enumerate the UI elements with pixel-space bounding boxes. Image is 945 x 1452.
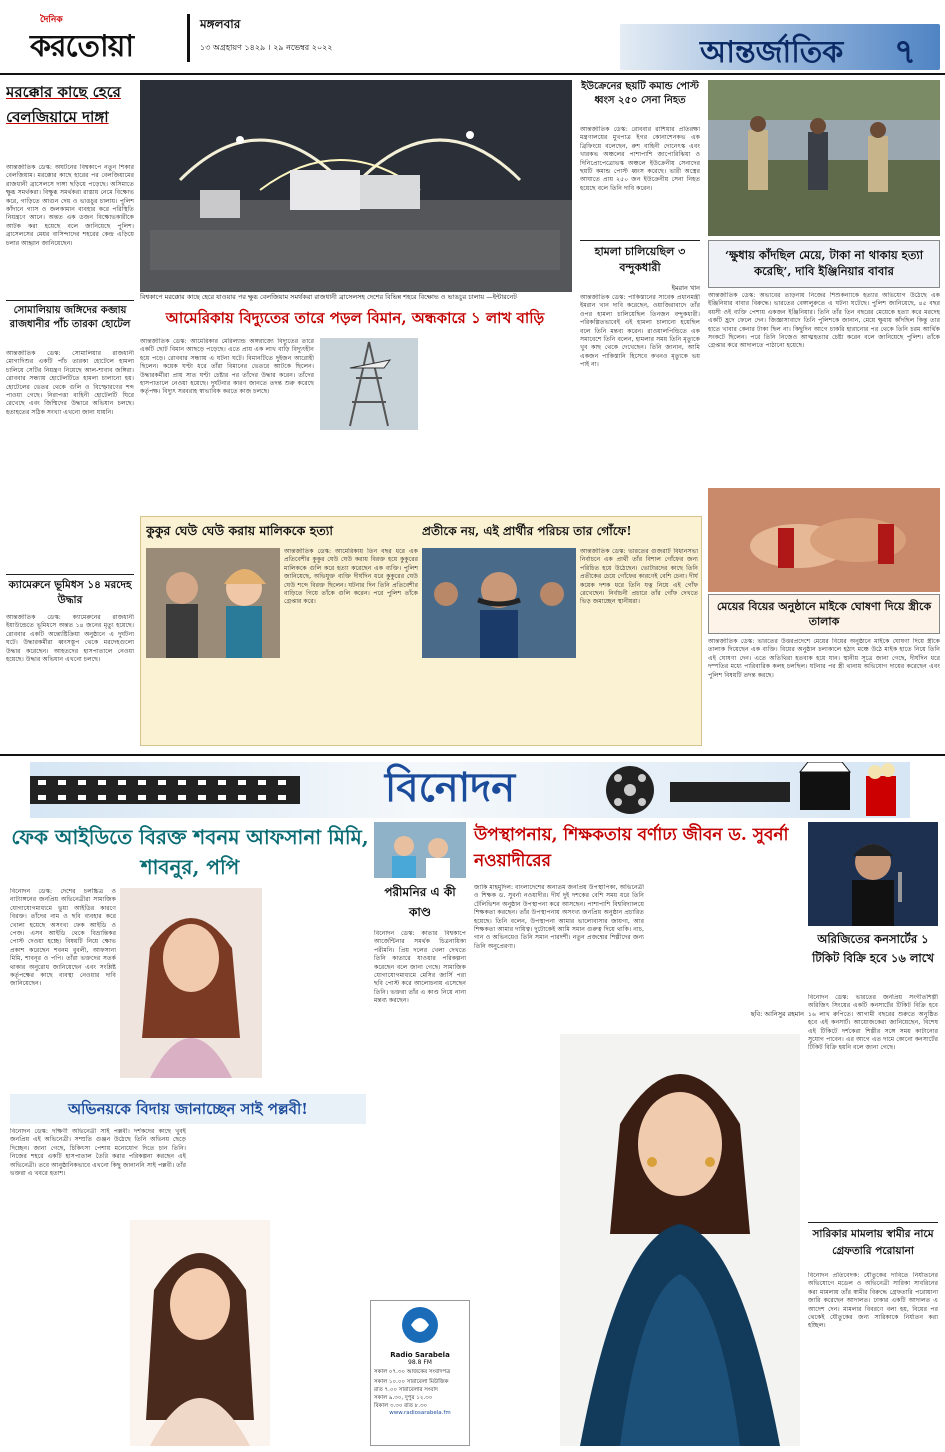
lake-scene-illustration bbox=[708, 80, 940, 236]
divider bbox=[6, 574, 134, 575]
portrait-illustration bbox=[374, 822, 466, 878]
porimoni-body: বিনোদন ডেস্ক: কাতার বিশ্বকাপে আর্জেন্টিনার সমর্থক চিত্রনায়িকা পরীমনি। প্রিয় দলের খেলা দেখতে তিনি কাতারে যাওয়ার পরিকল্পনা করেছেন বলে জানা গেছে। সামাজিক যোগাযোগমাধ্যমে মেসির জার্সি পরা ছবি পোস্ট করে আলোচনায় এসেছেন তিনি। ভক্তরা তাঁর এ কাণ্ড নিয়ে নানা মন্তব্য করছেন। bbox=[374, 930, 466, 1005]
subarna-portrait-photo bbox=[560, 1034, 800, 1446]
radio-schedule-5: বিকাল ৩.৩০ রাত ৮.৩০ bbox=[374, 1403, 428, 1409]
masthead-rule bbox=[0, 73, 945, 75]
moustache-body-continued bbox=[422, 660, 698, 742]
sai-body-column-2 bbox=[190, 1128, 366, 1216]
hamla-headline-box bbox=[580, 244, 700, 282]
arijit-body: বিনোদন ডেস্ক: ভারতের জনপ্রিয় সংগীতশিল্পী অরিজিৎ সিংয়ের একটি কনসার্টের টিকিট বিক্রি হবে ১৬ লাখ রুপিতে। আগামী বছরের শুরুতে অনুষ্ঠিত হবে এই কনসার্ট। আয়োজকেরা জানিয়েছেন, বিশেষ এই টিকিটে দর্শকেরা শিল্পীর সঙ্গে সময় কাটানোর সুযোগ পাবেন। এর আগে এত দামে কোনো কনসার্টের টিকিট বিক্রি হয়নি বলে জানা গেছে। bbox=[808, 994, 938, 1052]
radio-schedule-4: সকাল ৯.৩০, দুপুর ১২.৩০ bbox=[374, 1395, 433, 1401]
newspaper-logo[interactable] bbox=[10, 12, 182, 62]
belgium-headline-box bbox=[6, 80, 134, 162]
india-police-photo bbox=[708, 80, 940, 236]
singer-illustration bbox=[808, 822, 938, 926]
usa-headline-box bbox=[140, 306, 570, 334]
sai-body-continued bbox=[10, 1220, 126, 1446]
portrait-illustration bbox=[130, 1220, 270, 1446]
moustache-headline-box bbox=[422, 520, 698, 544]
moustache-body: আন্তর্জাতিক ডেস্ক: ভারতের গুজরাট বিধানসভা নির্বাচনে এক প্রার্থী তাঁর বিশাল গোঁফের জন্য পরিচিত হয়ে উঠেছেন। ভোটারদের কাছে তিনি প্রতীকের চেয়ে গোঁফের কারণেই বেশি চেনা। দীর্ঘ কয়েক দশক ধরে তিনি যত্ন নিয়ে এই গোঁফ রেখেছেন। নির্বাচনী প্রচারে তাঁর গোঁফ দেখতে ভিড় জমাচ্ছেন স্থানীয়রা। bbox=[580, 548, 698, 606]
sai-body-column-3 bbox=[274, 1220, 366, 1446]
porimoni-photo bbox=[374, 822, 466, 878]
dog-body: আন্তর্জাতিক ডেস্ক: আমেরিকায় তিন বছর ধরে এক প্রতিবেশীর কুকুর ঘেউ ঘেউ করায় বিরক্ত হয়ে কুকুরের মালিককে গুলি করে হত্যা করেছেন এক ব্যক্তি। পুলিশ জানিয়েছে, অভিযুক্ত ব্যক্তি দীর্ঘদিন ধরে কুকুরের ঘেউ ঘেউ শব্দে বিরক্ত ছিলেন। ঘটনার দিন তিনি প্রতিবেশীর বাড়িতে গিয়ে তাঁকে গুলি করেন। পরে পুলিশ তাঁকে গ্রেপ্তার করে। bbox=[284, 548, 418, 606]
dog-owner-photo bbox=[146, 548, 280, 658]
portrait-illustration bbox=[560, 1034, 800, 1446]
radio-advertisement[interactable] bbox=[370, 1300, 470, 1446]
shabnam-body: বিনোদন ডেস্ক: দেশের চলচ্চিত্র ও নাট্যাঙ্গনের জনপ্রিয় অভিনেত্রীরা সামাজিক যোগাযোগমাধ্যমে ভুয়া আইডির কারণে বিরক্ত। তাঁদের নাম ও ছবি ব্যবহার করে খোলা হয়েছে অসংখ্য ফেক আইডি ও পেজ। এসব আইডি থেকে বিভ্রান্তিকর পোস্ট দেওয়া হচ্ছে। বিষয়টি নিয়ে ক্ষোভ প্রকাশ করেছেন শবনম বুবলী, আফসানা মিমি, শাবনূর ও পপি। তাঁরা ভক্তদের সতর্ক থাকার অনুরোধ জানিয়েছেন এবং সংশ্লিষ্ট কর্তৃপক্ষের কাছে ব্যবস্থা নেওয়ার দাবি জানিয়েছেন। bbox=[10, 888, 116, 988]
belgium-body: আন্তর্জাতিক ডেস্ক: অঘটনের বিশ্বকাপে নতুন শিকার বেলজিয়াম। মরক্কোর কাছে হারের পর বেলজিয়ামের রাজধানী ব্রাসেলসে দাঙ্গা ছড়িয়ে পড়েছে। অসিমাতে ক্ষুব্ধ সমর্থকরা। বিক্ষুব্ধ সমর্থকরা রাস্তায় নেমে বিক্ষোভ করে, গাড়িতে আগুন দেয় ও ভাঙচুর চালায়। পুলিশ কাঁদানে গ্যাস ও জলকামান ব্যবহার করে পরিস্থিতি নিয়ন্ত্রণে আনে। অন্তত এক ডজন বিক্ষোভকারীকে আটক করা হয়েছে বলে জানিয়েছে পুলিশ। ব্রাসেলসের মেয়র বাসিন্দাদের শহরের কেন্দ্র এড়িয়ে চলার আহ্বান জানিয়েছেন। bbox=[6, 164, 134, 247]
portrait-illustration bbox=[120, 888, 262, 1078]
divider bbox=[808, 1222, 938, 1223]
moustache-candidate-photo bbox=[422, 548, 576, 658]
entertainment-title-box bbox=[330, 760, 570, 818]
divorce-headline-box bbox=[708, 594, 940, 634]
radio-website-link[interactable]: www.radiosarabela.fm bbox=[389, 1410, 451, 1416]
wedding-hands-illustration bbox=[708, 488, 940, 592]
arijit-photo bbox=[808, 822, 938, 926]
dog-body-continued bbox=[146, 660, 418, 742]
actress-portrait-photo bbox=[120, 888, 262, 1078]
porimoni-headline-box bbox=[374, 882, 466, 926]
page-number: ৭ bbox=[893, 32, 917, 72]
divorce-headline[interactable]: মেয়ের বিয়ের অনুষ্ঠানে মাইকে ঘোষণা দিয়ে স্ত্রীকে তালাক bbox=[716, 600, 932, 628]
moustache-headline[interactable]: প্রতীকে নয়, এই প্রার্থীর পরিচয় তার গোঁফে! bbox=[422, 524, 632, 538]
day-name: মঙ্গলবার bbox=[200, 17, 241, 31]
divider bbox=[580, 240, 700, 241]
arijit-headline[interactable]: অরিজিতের কনসার্টের ১ টিকিট বিক্রি হবে ১৬ লাখে bbox=[812, 932, 934, 965]
radio-schedule-3: রাত ৭.০০ সারাবেলার সংবাদ bbox=[374, 1387, 438, 1393]
subarna-body-column-3 bbox=[474, 1040, 556, 1444]
radio-schedule-1: সকাল ০৭.৩০ আজকের সংবাদপত্র bbox=[374, 1369, 451, 1375]
hamla-headline[interactable]: হামলা চালিয়েছিল ৩ বন্দুকধারী bbox=[594, 245, 686, 274]
section-rule bbox=[0, 754, 945, 756]
india-headline-box bbox=[708, 240, 940, 288]
radio-logo-icon bbox=[371, 1301, 469, 1351]
sarika-headline[interactable]: সারিকার মামলায় স্বামীর নামে গ্রেফতারি পরোয়ানা bbox=[812, 1228, 934, 1257]
wedding-hands-photo bbox=[708, 488, 940, 592]
porimoni-headline[interactable]: পরীমনির এ কী কাণ্ড bbox=[384, 885, 456, 919]
india-body: আন্তর্জাতিক ডেস্ক: অভাবের তাড়নায় নিজের শিশুকন্যাকে হত্যার অভিযোগ উঠেছে এক ইঞ্জিনিয়ার বাবার বিরুদ্ধে। ভারতের বেঙ্গালুরুতে এ ঘটনা ঘটেছে। পুলিশ জানিয়েছে, ৪৫ বছর বয়সী ওই ব্যক্তি পেশায় একজন ইঞ্জিনিয়ার। তিনি তাঁর তিন বছরের মেয়েকে হত্যা করে মরদেহ একটি হ্রদে ফেলে দেন। জিজ্ঞাসাবাদে তিনি পুলিশকে জানান, মেয়ে ক্ষুধায় কাঁদছিল কিন্তু তার হাতে খাবার কেনার টাকা ছিল না। কিছুদিন আগে চাকরি হারানোর পর থেকে তিনি চরম আর্থিক সংকটে ছিলেন। পরে তিনি নিজেও আত্মহত্যার চেষ্টা করেন বলে জানিয়েছে পুলিশ। তাঁকে গ্রেপ্তার করে আদালতে পাঠানো হয়েছে। bbox=[708, 292, 940, 350]
hamla-body: আন্তর্জাতিক ডেস্ক: পাকিস্তানের সাবেক প্রধানমন্ত্রী ইমরান খান দাবি করেছেন, ওয়াজিরাবাদে তাঁর ওপর হামলা চালিয়েছিল তিনজন বন্দুকধারী। পরিকল্পিতভাবেই এই হামলা চালানো হয়েছিল বলে তিনি মন্তব্য করেন। রাওয়ালপিন্ডিতে এক সমাবেশে তিনি বলেন, হামলার সময় তিনি মৃত্যুকে খুব কাছ থেকে দেখেছেন। তিনি জানান, আমি একজন পাকিস্তানি হিসেবে কখনও মৃত্যুকে ভয় পাই না। bbox=[580, 294, 700, 369]
subarna-headline-box bbox=[474, 822, 804, 878]
belgium-riot-photo bbox=[140, 80, 572, 292]
radio-name: Radio Sarabela bbox=[390, 1351, 450, 1359]
india-headline[interactable]: ‘ক্ষুধায় কাঁদছিল মেয়ে, টাকা না থাকায় হত্যা করেছি’, দাবি ইঞ্জিনিয়ার বাবার bbox=[724, 248, 924, 278]
entertainment-title: বিনোদন bbox=[384, 764, 516, 811]
shabnam-headline[interactable]: ফেক আইডিতে বিরক্ত শবনম আফসানা মিমি, শাবনুর, পপি bbox=[11, 825, 369, 879]
portrait-illustration bbox=[146, 548, 280, 658]
divider bbox=[6, 300, 134, 301]
subarna-photo-credit: ছবি: আনিসুর রহমান bbox=[750, 1010, 804, 1018]
shabnam-headline-box bbox=[10, 822, 370, 884]
usa-headline[interactable]: আমেরিকায় বিদ্যুতের তারে পড়ল বিমান, অন্ধকারে ১ লাখ বাড়ি bbox=[165, 309, 545, 327]
ukraine-body: আন্তর্জাতিক ডেস্ক: রোববার রাশিয়ার প্রতিরক্ষা মন্ত্রণালয়ের মুখপাত্র ইগর কোনাশেনকভ এক ব্রিফিংয়ে বলেছেন, রুশ বাহিনী দোনেৎস্ক এবং খারকভ অঞ্চলের পাশাপাশি জাপোরিঝিয়া ও দিনিপ্রোপেত্রোভস্ক অঞ্চলে ইউক্রেনীয় সেনাদের ছয়টি কমান্ড পোস্ট ধ্বংস করেছে। ভারী অস্ত্রের আঘাতে প্রায় ২৫০ জন ইউক্রেনীয় সেনা নিহত হয়েছে বলে তিনি দাবি করেন। bbox=[580, 126, 700, 192]
somalia-body: আন্তর্জাতিক ডেস্ক: সোমালিয়ার রাজধানী মোগাদিশুর একটি পাঁচ তারকা হোটেলে হামলা চালিয়ে সেটির নিয়ন্ত্রণ নিয়েছে আল-শাবাব জঙ্গিরা। রোববার সন্ধ্যায় হোটেলটিতে হামলা চালানো হয়। হোটেলের ভেতর থেকে গুলি ও বিস্ফোরণের শব্দ পাওয়া গেছে। নিরাপত্তা বাহিনী হোটেলটি ঘিরে রেখেছে এবং জিম্মিদের উদ্ধারে অভিযান চলছে। হতাহতের সঠিক সংখ্যা এখনো জানা যায়নি। bbox=[6, 350, 134, 416]
cameroon-headline[interactable]: ক্যামেরুনে ভূমিধস ১৪ মরদেহ উদ্ধার bbox=[8, 579, 132, 606]
somalia-headline-box bbox=[6, 304, 134, 348]
power-tower-illustration bbox=[320, 338, 418, 430]
subarna-body-continued bbox=[648, 884, 804, 1004]
usa-body-continued bbox=[424, 338, 570, 514]
date-text: ১৩ অগ্রহায়ণ ১৪২৯ । ২৯ নভেম্বর ২০২২ bbox=[200, 43, 333, 52]
logo-small-text: দৈনিক bbox=[40, 15, 63, 25]
crowd-illustration bbox=[422, 548, 576, 658]
riot-scene-illustration bbox=[140, 80, 572, 292]
radio-frequency: 98.8 FM bbox=[408, 1359, 432, 1366]
ukraine-headline[interactable]: ইউক্রেনের ছয়টি কমান্ড পোস্ট ধ্বংস ২৫০ সেনা নিহত bbox=[581, 81, 699, 106]
somalia-headline[interactable]: সোমালিয়ায় জঙ্গিদের কব্জায় রাজধানীর পাঁচ তারকা হোটেল bbox=[9, 305, 131, 330]
sai-body: বিনোদন ডেস্ক: দক্ষিণী অভিনেত্রী সাই পল্লবী। দর্শকদের কাছে খুবই জনপ্রিয় এই অভিনেত্রী। সম্প্রতি গুঞ্জন উঠেছে তিনি অভিনয় ছেড়ে দিচ্ছেন। জানা গেছে, চিকিৎসা পেশায় মনোযোগ দিতে চান তিনি। নিজের শহরে একটি হাসপাতাল তৈরি করার পরিকল্পনা করছেন এই অভিনেত্রী। তবে আনুষ্ঠানিকভাবে এখনো কিছু জানাননি সাই পল্লবী। তাঁর ভক্তরা এ খবরে হতাশ। bbox=[10, 1128, 186, 1178]
plane-on-tower-photo bbox=[320, 338, 418, 430]
masthead bbox=[0, 0, 945, 74]
dog-headline[interactable]: কুকুর ঘেউ ঘেউ করায় মালিককে হত্যা bbox=[146, 523, 333, 538]
cameroon-headline-box bbox=[6, 578, 134, 612]
arijit-headline-box bbox=[808, 930, 938, 990]
dog-headline-box bbox=[146, 520, 418, 544]
subarna-body: জাকি মাহমুদিল: বাংলাদেশের অন্যতম জনপ্রিয় উপস্থাপিকা, অভিনেত্রী ও শিক্ষক ড. সুবর্না নওয়াদীর। দীর্ঘ দুই দশকের বেশি সময় ধরে তিনি টেলিভিশন অনুষ্ঠান উপস্থাপনা করে আসছেন। পাশাপাশি বিশ্ববিদ্যালয়ে শিক্ষকতা করছেন। তাঁর উপস্থাপনায় অসংখ্য জনপ্রিয় অনুষ্ঠান প্রচারিত হয়েছে। তিনি বলেন, উপস্থাপনা আমার ভালোবাসার জায়গা, আর শিক্ষকতা আমার দায়িত্ব। দুটোকেই আমি সমান গুরুত্ব দিয়ে থাকি। নাচ, গান ও অভিনয়েও তিনি সমান পারদর্শী। নতুন প্রজন্মের শিল্পীদের জন্য তিনি অনুপ্রেরণা। bbox=[474, 884, 644, 950]
ukraine-headline-box bbox=[580, 80, 700, 126]
belgium-headline[interactable]: মরক্কোর কাছে হেরে বেলজিয়ামে দাঙ্গা bbox=[6, 83, 121, 126]
radio-schedule-2: সকাল ১০.০০ সারাবেলা মিউজিক bbox=[374, 1379, 449, 1385]
shabnam-body-continued bbox=[266, 888, 368, 1078]
belgium-photo-caption: বিশ্বকাপে মরক্কোর কাছে হেরে যাওয়ার পর ক্ষুব্ধ বেলজিয়াম সমর্থকরা রাজধানী ব্রাসেলসহ দেশের বিভিন্ন শহরে বিক্ষোভ ও ভাঙচুর চালায় —ইন্টারনেট bbox=[140, 293, 517, 301]
sai-portrait-photo bbox=[130, 1220, 270, 1446]
section-title: আন্তর্জাতিক bbox=[700, 35, 844, 70]
divorce-body: আন্তর্জাতিক ডেস্ক: ভারতের উত্তরপ্রদেশে মেয়ের বিয়ের অনুষ্ঠানে মাইকে ঘোষণা দিয়ে স্ত্রীকে তালাক দিয়েছেন এক ব্যক্তি। বিয়ের অনুষ্ঠান চলাকালে হঠাৎ মঞ্চে উঠে মাইক হাতে নিয়ে তিনি এই ঘোষণা দেন। এতে অতিথিরা হতবাক হয়ে যান। স্থানীয় সূত্রে জানা গেছে, দীর্ঘদিন ধরে দম্পতির মধ্যে পারিবারিক কলহ চলছিল। ঘটনার পর স্ত্রী থানায় অভিযোগ দায়ের করেছেন এবং পুলিশ বিষয়টি তদন্ত করছে। bbox=[708, 638, 940, 679]
usa-body: আন্তর্জাতিক ডেস্ক: আমেরিকার মেরিল্যান্ড অঙ্গরাজ্যে বিদ্যুতের তারে একটি ছোট বিমান আছড়ে পড়েছে। এতে প্রায় এক লাখ বাড়ি বিদ্যুৎহীন হয়ে পড়ে। রোববার সন্ধ্যায় এ ঘটনা ঘটে। বিমানটিতে দুইজন আরোহী ছিলেন। কয়েক ঘণ্টা ধরে তাঁরা বিমানের ভেতরে আটকে ছিলেন। উদ্ধারকর্মীরা প্রায় সাত ঘণ্টা চেষ্টার পর তাঁদের উদ্ধার করেন। তাঁদের হাসপাতালে নেওয়া হয়েছে। দুর্ঘটনার কারণ জানতে তদন্ত শুরু করেছে কর্তৃপক্ষ। বিদ্যুৎ সরবরাহ স্বাভাবিক করতে কাজ চলছে। bbox=[140, 338, 314, 396]
sarika-body: বিনোদন প্রতিবেদক: যৌতুকের দাবিতে নির্যাতনের অভিযোগে মডেল ও অভিনেত্রী সারিকা সাবরিনের করা মামলায় তাঁর স্বামীর বিরুদ্ধে গ্রেফতারি পরোয়ানা জারি করেছেন আদালত। ঢাকার একটি আদালত এ আদেশ দেন। মামলার বিবরণে বলা হয়, বিয়ের পর থেকেই যৌতুকের জন্য সারিকাকে নির্যাতন করা হচ্ছিল। bbox=[808, 1272, 938, 1330]
masthead-divider bbox=[187, 14, 190, 62]
sai-headline[interactable]: অভিনয়কে বিদায় জানাচ্ছেন সাই পল্লবী! bbox=[68, 1100, 308, 1118]
hamla-byline: ইমরান খান bbox=[671, 284, 700, 292]
subarna-headline[interactable]: উপস্থাপনায়, শিক্ষকতায় বর্ণাঢ্য জীবন ড. সুবর্না নওয়াদীরের bbox=[474, 825, 789, 871]
cameroon-body: আন্তর্জাতিক ডেস্ক: ক্যামেরুনের রাজধানী ইয়াউন্ডেতে ভূমিধসে অন্তত ১৪ জনের মৃত্যু হয়েছে। রোববার একটি অন্ত্যেষ্টিক্রিয়া অনুষ্ঠানে এ দুর্ঘটনা ঘটে। উদ্ধারকর্মীরা ধ্বংসস্তূপ থেকে মরদেহগুলো উদ্ধার করেছেন। আহতদের হাসপাতালে নেওয়া হয়েছে। উদ্ধার অভিযান এখনো চলছে। bbox=[6, 614, 134, 664]
sai-headline-box bbox=[10, 1094, 366, 1124]
sarika-headline-box bbox=[808, 1226, 938, 1268]
logo-text: করতোয়া bbox=[30, 29, 134, 64]
